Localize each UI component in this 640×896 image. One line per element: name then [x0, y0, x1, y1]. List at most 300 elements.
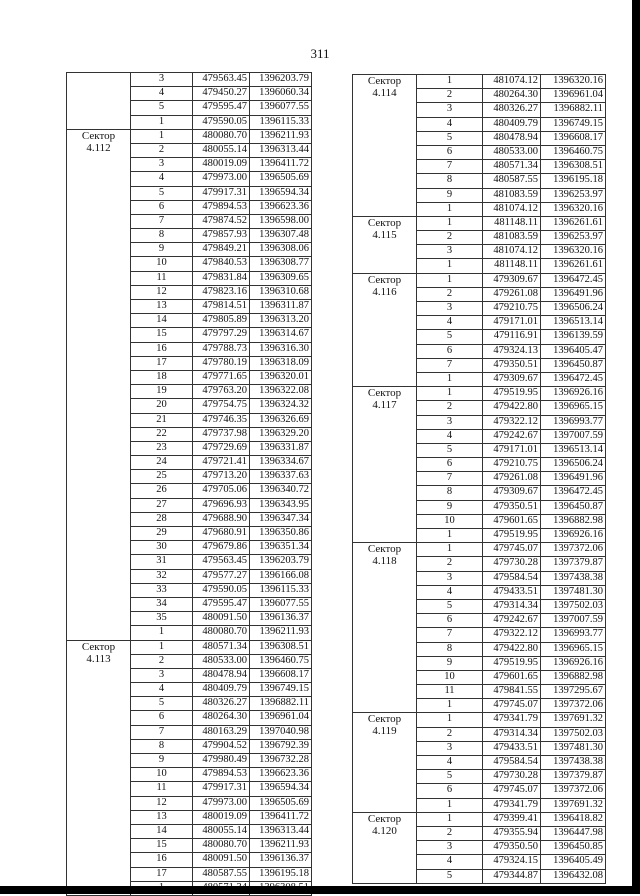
coordinate-x: 479350.51	[483, 500, 541, 514]
coordinate-y: 1396337.63	[250, 470, 312, 484]
point-number: 15	[131, 839, 193, 853]
coordinate-x: 479713.20	[193, 470, 250, 484]
coordinate-x: 479341.79	[483, 713, 541, 727]
table-row	[67, 129, 312, 143]
coordinate-y: 1396211.93	[250, 626, 312, 640]
point-number: 13	[131, 300, 193, 314]
coordinate-x: 479894.53	[193, 200, 250, 214]
point-number: 10	[131, 257, 193, 271]
coordinate-y: 1396351.34	[250, 541, 312, 555]
coordinate-x: 479696.93	[193, 498, 250, 512]
coordinate-x: 479729.69	[193, 441, 250, 455]
coordinate-y: 1396329.20	[250, 427, 312, 441]
sector-name: Сектор 4.112	[67, 129, 131, 640]
coordinate-x: 479309.67	[483, 486, 541, 500]
sector-name: Сектор 4.117	[353, 387, 417, 543]
coordinate-x: 480571.34	[193, 640, 250, 654]
coordinate-x: 479314.34	[483, 599, 541, 613]
point-number: 1	[417, 202, 483, 216]
point-number: 3	[417, 245, 483, 259]
coordinate-x: 479519.95	[483, 529, 541, 543]
coordinate-y: 1396450.85	[541, 841, 606, 855]
coordinate-y: 1396195.18	[541, 174, 606, 188]
coordinate-x: 479350.51	[483, 358, 541, 372]
point-number: 7	[417, 358, 483, 372]
point-number: 11	[131, 271, 193, 285]
coordinate-x: 479399.41	[483, 812, 541, 826]
coordinate-y: 1396505.69	[250, 172, 312, 186]
coordinate-y: 1396350.86	[250, 527, 312, 541]
coordinate-y: 1396418.82	[541, 812, 606, 826]
point-number: 3	[417, 571, 483, 585]
table-row	[353, 387, 606, 401]
coordinate-x: 480409.79	[193, 683, 250, 697]
coordinate-x: 480587.55	[483, 174, 541, 188]
coordinate-x: 479350.50	[483, 841, 541, 855]
coordinate-y: 1396308.51	[541, 160, 606, 174]
point-number: 2	[417, 826, 483, 840]
coordinate-x: 479688.90	[193, 512, 250, 526]
coordinate-x: 480409.79	[483, 117, 541, 131]
coordinate-x: 479595.47	[193, 101, 250, 115]
coordinate-y: 1396926.16	[541, 529, 606, 543]
point-number: 31	[131, 555, 193, 569]
coordinate-y: 1397007.59	[541, 614, 606, 628]
point-number: 10	[417, 514, 483, 528]
point-number: 4	[131, 87, 193, 101]
coordinate-y: 1396320.01	[250, 370, 312, 384]
coordinate-x: 479595.47	[193, 597, 250, 611]
coordinate-x: 479730.28	[483, 557, 541, 571]
point-number: 7	[417, 160, 483, 174]
coordinate-x: 479322.12	[483, 628, 541, 642]
point-number: 4	[417, 756, 483, 770]
coordinate-x: 479840.53	[193, 257, 250, 271]
point-number: 3	[131, 668, 193, 682]
point-number: 8	[131, 739, 193, 753]
coordinate-x: 479737.98	[193, 427, 250, 441]
coordinate-x: 479746.35	[193, 413, 250, 427]
point-number: 6	[417, 344, 483, 358]
coordinate-x: 479324.13	[483, 344, 541, 358]
point-number: 4	[417, 429, 483, 443]
sector-name: Сектор 4.119	[353, 713, 417, 812]
point-number: 2	[131, 654, 193, 668]
coordinate-y: 1396460.75	[541, 145, 606, 159]
point-number: 17	[131, 867, 193, 881]
point-number: 35	[131, 612, 193, 626]
point-number: 6	[131, 200, 193, 214]
point-number: 5	[417, 869, 483, 883]
point-number: 2	[417, 401, 483, 415]
coordinate-y: 1396993.77	[541, 628, 606, 642]
coordinate-y: 1396506.24	[541, 458, 606, 472]
point-number: 14	[131, 314, 193, 328]
coordinate-y: 1397379.87	[541, 770, 606, 784]
sector-name	[67, 73, 131, 130]
coordinate-y: 1396882.11	[250, 697, 312, 711]
coordinate-x: 480080.70	[193, 129, 250, 143]
coordinate-x: 480264.30	[483, 89, 541, 103]
coordinate-x: 479831.84	[193, 271, 250, 285]
point-number: 3	[417, 741, 483, 755]
coordinate-y: 1396326.69	[250, 413, 312, 427]
coordinate-y: 1396308.51	[250, 640, 312, 654]
sector-name: Сектор 4.116	[353, 273, 417, 387]
coordinate-x: 479601.65	[483, 670, 541, 684]
coordinate-y: 1396965.15	[541, 642, 606, 656]
coordinate-y: 1397691.32	[541, 713, 606, 727]
sector-name: Сектор 4.118	[353, 543, 417, 713]
coordinate-x: 479563.45	[193, 555, 250, 569]
point-number: 1	[417, 259, 483, 273]
point-number: 5	[131, 101, 193, 115]
coordinate-y: 1396472.45	[541, 273, 606, 287]
coordinate-x: 479814.51	[193, 300, 250, 314]
point-number: 11	[417, 685, 483, 699]
coordinate-y: 1396136.37	[250, 853, 312, 867]
coordinate-y: 1396472.45	[541, 486, 606, 500]
coordinate-x: 479433.51	[483, 585, 541, 599]
point-number: 1	[417, 798, 483, 812]
coordinate-x: 479745.07	[483, 543, 541, 557]
coordinate-x: 480326.27	[483, 103, 541, 117]
coordinate-y: 1396792.39	[250, 739, 312, 753]
point-number: 3	[131, 158, 193, 172]
point-number: 8	[131, 229, 193, 243]
coordinate-x: 479904.52	[193, 739, 250, 753]
coordinate-x: 480478.94	[193, 668, 250, 682]
coordinate-x: 479116.91	[483, 330, 541, 344]
scan-border-bottom	[0, 886, 640, 894]
point-number: 21	[131, 413, 193, 427]
point-number: 1	[417, 387, 483, 401]
coordinate-y: 1396882.98	[541, 514, 606, 528]
coordinate-x: 479355.94	[483, 826, 541, 840]
coordinate-x: 480055.14	[193, 143, 250, 157]
point-number: 3	[417, 302, 483, 316]
coordinate-x: 479763.20	[193, 385, 250, 399]
point-number: 3	[131, 73, 193, 87]
coordinate-x: 481074.12	[483, 75, 541, 89]
coordinate-y: 1396166.08	[250, 569, 312, 583]
coordinate-x: 481083.59	[483, 188, 541, 202]
table-row	[353, 812, 606, 826]
coordinate-y: 1396505.69	[250, 796, 312, 810]
point-number: 17	[131, 356, 193, 370]
point-number: 6	[131, 711, 193, 725]
coordinate-y: 1396060.34	[250, 87, 312, 101]
point-number: 22	[131, 427, 193, 441]
coordinate-y: 1396195.18	[250, 867, 312, 881]
sector-name: Сектор 4.115	[353, 216, 417, 273]
coordinate-x: 479309.67	[483, 273, 541, 287]
coordinate-x: 479577.27	[193, 569, 250, 583]
point-number: 28	[131, 512, 193, 526]
sector-name: Сектор 4.114	[353, 75, 417, 217]
coordinate-x: 479309.67	[483, 372, 541, 386]
coordinate-y: 1396472.45	[541, 372, 606, 386]
coordinate-y: 1396331.87	[250, 441, 312, 455]
coordinate-y: 1396308.06	[250, 243, 312, 257]
point-number: 5	[417, 770, 483, 784]
coordinate-x: 480091.50	[193, 612, 250, 626]
point-number: 3	[417, 841, 483, 855]
point-number: 23	[131, 441, 193, 455]
coordinates-table-right	[352, 74, 606, 884]
point-number: 1	[417, 713, 483, 727]
coordinate-y: 1396313.44	[250, 143, 312, 157]
point-number: 14	[131, 824, 193, 838]
coordinate-y: 1396261.61	[541, 259, 606, 273]
coordinate-y: 1396316.30	[250, 342, 312, 356]
coordinate-y: 1396623.36	[250, 768, 312, 782]
coordinate-y: 1396343.95	[250, 498, 312, 512]
point-number: 2	[417, 727, 483, 741]
coordinate-x: 480080.70	[193, 626, 250, 640]
coordinate-x: 479324.15	[483, 855, 541, 869]
coordinate-y: 1396307.48	[250, 229, 312, 243]
point-number: 18	[131, 370, 193, 384]
coordinate-y: 1396594.34	[250, 782, 312, 796]
point-number: 5	[417, 599, 483, 613]
table-row	[353, 216, 606, 230]
point-number: 2	[417, 231, 483, 245]
point-number: 1	[417, 543, 483, 557]
coordinate-x: 479679.86	[193, 541, 250, 555]
point-number: 13	[131, 810, 193, 824]
coordinate-x: 479322.12	[483, 415, 541, 429]
coordinate-x: 479730.28	[483, 770, 541, 784]
point-number: 27	[131, 498, 193, 512]
point-number: 12	[131, 796, 193, 810]
point-number: 20	[131, 399, 193, 413]
page-number: 311	[310, 46, 330, 61]
coordinate-y: 1396261.61	[541, 216, 606, 230]
coordinate-x: 479973.00	[193, 796, 250, 810]
point-number: 1	[131, 640, 193, 654]
point-number: 6	[417, 614, 483, 628]
coordinate-y: 1396608.17	[250, 668, 312, 682]
coordinate-y: 1396450.87	[541, 358, 606, 372]
point-number: 5	[417, 443, 483, 457]
table-row	[353, 273, 606, 287]
point-number: 19	[131, 385, 193, 399]
coordinate-y: 1396491.96	[541, 472, 606, 486]
coordinate-y: 1396320.16	[541, 75, 606, 89]
point-number: 30	[131, 541, 193, 555]
coordinate-y: 1396313.44	[250, 824, 312, 838]
coordinate-y: 1396411.72	[250, 810, 312, 824]
coordinate-x: 479171.01	[483, 316, 541, 330]
coordinate-x: 479894.53	[193, 768, 250, 782]
coordinate-y: 1396077.55	[250, 597, 312, 611]
point-number: 32	[131, 569, 193, 583]
coordinate-y: 1396882.98	[541, 670, 606, 684]
point-number: 4	[131, 172, 193, 186]
coordinate-y: 1396318.09	[250, 356, 312, 370]
coordinate-y: 1396882.11	[541, 103, 606, 117]
coordinate-y: 1397379.87	[541, 557, 606, 571]
coordinate-y: 1396314.67	[250, 328, 312, 342]
coordinate-x: 480478.94	[483, 131, 541, 145]
point-number: 8	[417, 174, 483, 188]
point-number: 1	[417, 75, 483, 89]
coordinate-x: 479780.19	[193, 356, 250, 370]
coordinate-x: 480055.14	[193, 824, 250, 838]
coordinate-x: 479261.08	[483, 287, 541, 301]
table-row	[353, 75, 606, 89]
point-number: 7	[131, 725, 193, 739]
coordinate-x: 480080.70	[193, 839, 250, 853]
coordinate-y: 1396322.08	[250, 385, 312, 399]
coordinate-x: 479210.75	[483, 458, 541, 472]
coordinate-x: 479422.80	[483, 401, 541, 415]
point-number: 3	[417, 103, 483, 117]
coordinate-x: 479433.51	[483, 741, 541, 755]
point-number: 26	[131, 484, 193, 498]
coordinate-x: 479805.89	[193, 314, 250, 328]
coordinate-y: 1396253.97	[541, 188, 606, 202]
point-number: 5	[417, 131, 483, 145]
coordinate-y: 1396136.37	[250, 612, 312, 626]
point-number: 33	[131, 583, 193, 597]
coordinate-x: 479721.41	[193, 456, 250, 470]
coordinate-x: 479590.05	[193, 115, 250, 129]
point-number: 5	[131, 697, 193, 711]
coordinate-x: 479823.16	[193, 285, 250, 299]
coordinate-x: 480091.50	[193, 853, 250, 867]
point-number: 16	[131, 342, 193, 356]
coordinate-x: 480264.30	[193, 711, 250, 725]
coordinate-y: 1396115.33	[250, 115, 312, 129]
coordinate-x: 481083.59	[483, 231, 541, 245]
point-number: 6	[417, 784, 483, 798]
point-number: 9	[417, 656, 483, 670]
coordinate-y: 1396513.14	[541, 443, 606, 457]
coordinate-x: 479754.75	[193, 399, 250, 413]
coordinate-y: 1396926.16	[541, 656, 606, 670]
coordinate-x: 479171.01	[483, 443, 541, 457]
coordinate-x: 480587.55	[193, 867, 250, 881]
coordinate-x: 481074.12	[483, 245, 541, 259]
coordinate-y: 1396340.72	[250, 484, 312, 498]
coordinate-y: 1396324.32	[250, 399, 312, 413]
sector-name: Сектор 4.120	[353, 812, 417, 883]
coordinate-y: 1396347.34	[250, 512, 312, 526]
coordinate-x: 480571.34	[483, 160, 541, 174]
point-number: 1	[417, 216, 483, 230]
coordinate-y: 1396253.97	[541, 231, 606, 245]
coordinate-x: 479705.06	[193, 484, 250, 498]
point-number: 9	[417, 500, 483, 514]
point-number: 1	[131, 129, 193, 143]
coordinate-y: 1397007.59	[541, 429, 606, 443]
coordinate-x: 479519.95	[483, 656, 541, 670]
coordinate-y: 1396405.47	[541, 344, 606, 358]
coordinate-y: 1396211.93	[250, 129, 312, 143]
point-number: 6	[417, 458, 483, 472]
coordinate-x: 479210.75	[483, 302, 541, 316]
coordinate-y: 1397691.32	[541, 798, 606, 812]
coordinate-x: 479788.73	[193, 342, 250, 356]
coordinate-y: 1396405.49	[541, 855, 606, 869]
coordinate-x: 479841.55	[483, 685, 541, 699]
coordinate-y: 1396411.72	[250, 158, 312, 172]
coordinate-y: 1396313.20	[250, 314, 312, 328]
coordinate-y: 1396598.00	[250, 214, 312, 228]
coordinate-x: 479584.54	[483, 571, 541, 585]
coordinate-x: 480533.00	[483, 145, 541, 159]
point-number: 8	[417, 486, 483, 500]
coordinate-y: 1396203.79	[250, 73, 312, 87]
coordinate-x: 479344.87	[483, 869, 541, 883]
point-number: 9	[417, 188, 483, 202]
coordinate-x: 479917.31	[193, 782, 250, 796]
coordinate-y: 1396926.16	[541, 387, 606, 401]
coordinate-x: 480019.09	[193, 810, 250, 824]
table-row	[353, 713, 606, 727]
coordinate-y: 1396310.68	[250, 285, 312, 299]
coordinate-y: 1397372.06	[541, 543, 606, 557]
coordinate-x: 479242.67	[483, 614, 541, 628]
point-number: 4	[417, 585, 483, 599]
coordinate-x: 481148.11	[483, 216, 541, 230]
coordinate-x: 479584.54	[483, 756, 541, 770]
coordinate-x: 479745.07	[483, 699, 541, 713]
coordinate-x: 479857.93	[193, 229, 250, 243]
point-number: 8	[417, 642, 483, 656]
point-number: 11	[131, 782, 193, 796]
coordinates-table-left	[66, 72, 312, 896]
coordinate-y: 1396732.28	[250, 754, 312, 768]
point-number: 24	[131, 456, 193, 470]
coordinate-y: 1397372.06	[541, 784, 606, 798]
point-number: 25	[131, 470, 193, 484]
coordinate-y: 1396320.16	[541, 245, 606, 259]
point-number: 6	[417, 145, 483, 159]
coordinate-x: 481074.12	[483, 202, 541, 216]
scan-border-right	[632, 0, 640, 894]
coordinate-x: 479745.07	[483, 784, 541, 798]
point-number: 9	[131, 754, 193, 768]
coordinate-x: 479849.21	[193, 243, 250, 257]
table-row	[353, 543, 606, 557]
coordinate-y: 1397481.30	[541, 585, 606, 599]
coordinate-y: 1397481.30	[541, 741, 606, 755]
coordinate-x: 479242.67	[483, 429, 541, 443]
coordinate-y: 1396211.93	[250, 839, 312, 853]
coordinate-y: 1396623.36	[250, 200, 312, 214]
point-number: 34	[131, 597, 193, 611]
point-number: 1	[131, 626, 193, 640]
point-number: 2	[417, 287, 483, 301]
coordinate-y: 1397372.06	[541, 699, 606, 713]
coordinate-y: 1396203.79	[250, 555, 312, 569]
coordinate-y: 1396432.08	[541, 869, 606, 883]
point-number: 2	[417, 557, 483, 571]
coordinate-x: 480163.29	[193, 725, 250, 739]
coordinate-y: 1396993.77	[541, 415, 606, 429]
coordinate-x: 479563.45	[193, 73, 250, 87]
point-number: 5	[131, 186, 193, 200]
point-number: 7	[131, 214, 193, 228]
point-number: 16	[131, 853, 193, 867]
coordinate-y: 1396311.87	[250, 300, 312, 314]
point-number: 2	[131, 143, 193, 157]
coordinate-y: 1396320.16	[541, 202, 606, 216]
point-number: 9	[131, 243, 193, 257]
